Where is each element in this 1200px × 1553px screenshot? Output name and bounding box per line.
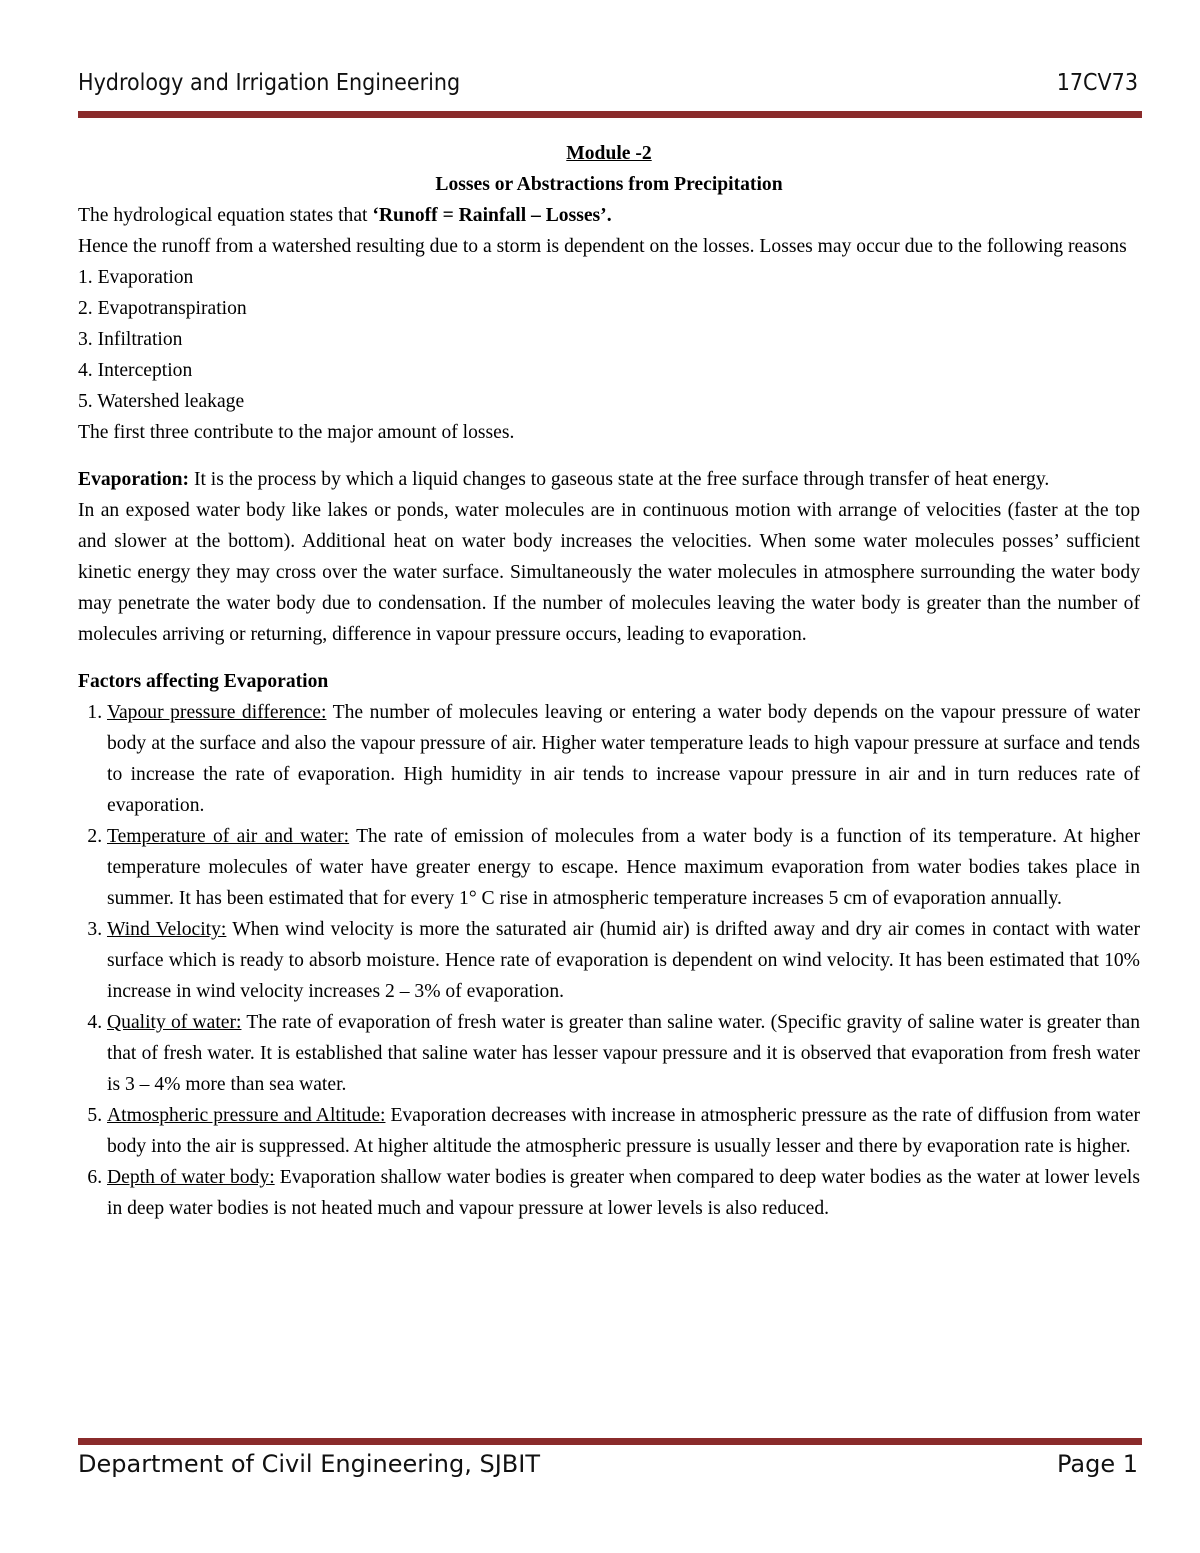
factor-title: Quality of water: (107, 1012, 242, 1033)
header-rule (78, 111, 1142, 118)
reason-item: 3. Infiltration (78, 329, 183, 350)
header-course-code: 17CV73 (1056, 70, 1138, 96)
reason-item: 2. Evapotranspiration (78, 298, 247, 319)
factor-item (107, 821, 1140, 914)
module-title: Module -2 (566, 143, 652, 164)
equation-prefix: The hydrological equation states that (78, 205, 373, 226)
factor-text: Evaporation shallow water bodies is greater when compared to deep water bodies as the water at lower levels in deep water bodies is not heated much and vapour pressure at lower levels is also reduced. (107, 1167, 1140, 1219)
footer-rule (78, 1438, 1142, 1445)
factor-item (107, 914, 1140, 1007)
footer-department: Department of Civil Engineering, SJBIT (78, 1450, 540, 1478)
factor-title: Temperature of air and water: (107, 826, 350, 847)
page-footer (78, 1450, 1138, 1490)
factors-list (78, 697, 1140, 1224)
factor-text: The rate of emission of molecules from a water body is a function of its temperature. At higher temperature molecules of water have greater energy to escape. Hence maximum evaporation from water bodies takes place in summer. It has been estimated that for every 1° C rise in atmospheric temperature increases 5 cm of evaporation annually. (107, 826, 1141, 909)
factor-item (107, 1007, 1140, 1100)
module-subtitle: Losses or Abstractions from Precipitation (435, 174, 783, 195)
reason-item: 5. Watershed leakage (78, 391, 245, 412)
factor-text: Evaporation decreases with increase in atmospheric pressure as the rate of diffusion from water body into the air is suppressed. At higher altitude the atmospheric pressure is usually lesser and there by evaporation rate is higher. (107, 1105, 1140, 1157)
reason-item: 4. Interception (78, 360, 193, 381)
evaporation-paragraph: In an exposed water body like lakes or ponds, water molecules are in continuous motion with arrange of velocities (faster at the top and slower at the bottom). Additional heat on water body increases the velocities. When some water molecules posses’ sufficient kinetic energy they may cross over the water surface. Simultaneously the water molecules in atmosphere surrounding the water body may penetrate the water body due to condensation. If the number of molecules leaving the water body is greater than the number of molecules arriving or returning, difference in vapour pressure occurs, leading to evaporation. (78, 500, 1140, 645)
page-number: Page 1 (1057, 1450, 1138, 1478)
equation-line (78, 200, 1140, 231)
runoff-equation: ‘Runoff = Rainfall – Losses’. (372, 205, 612, 226)
factors-heading: Factors affecting Evaporation (78, 671, 329, 692)
evaporation-term: Evaporation: (78, 469, 190, 490)
page-body (78, 138, 1140, 1224)
factor-text: The number of molecules leaving or entering a water body depends on the vapour pressure of water body at the surface and also the vapour pressure of air. Higher water temperature leads to high vapour pressure at surface and tends to increase the rate of evaporation. High humidity in air tends to increase vapour pressure in air and in turn reduces rate of evaporation. (107, 702, 1140, 816)
factor-item (107, 1100, 1140, 1162)
intro-closing: The first three contribute to the major amount of losses. (78, 422, 515, 443)
intro-paragraph: Hence the runoff from a watershed resulting due to a storm is dependent on the losses. Losses may occur due to the following reasons (78, 236, 1127, 257)
factor-text: The rate of evaporation of fresh water is greater than saline water. (Specific gravity of saline water is greater than that of fresh water. It is established that saline water has lesser vapour pressure and it is observed that evaporation from fresh water is 3 – 4% more than sea water. (107, 1012, 1140, 1095)
evaporation-definition-text: It is the process by which a liquid changes to gaseous state at the free surface through transfer of heat energy. (189, 469, 1050, 490)
factor-item (107, 1162, 1140, 1224)
factor-item (107, 697, 1140, 821)
factor-title: Wind Velocity: (107, 919, 227, 940)
spacer (78, 650, 1140, 666)
factor-title: Atmospheric pressure and Altitude: (107, 1105, 386, 1126)
reason-item: 1. Evaporation (78, 267, 194, 288)
factor-title: Vapour pressure difference: (107, 702, 327, 723)
evaporation-definition (78, 464, 1140, 495)
spacer (78, 448, 1140, 464)
factor-title: Depth of water body: (107, 1167, 275, 1188)
header-title: Hydrology and Irrigation Engineering (78, 70, 461, 96)
factor-text: When wind velocity is more the saturated air (humid air) is drifted away and dry air comes in contact with water surface which is ready to absorb moisture. Hence rate of evaporation is dependent on wind velocity. It has been estimated that 10% increase in wind velocity increases 2 – 3% of evaporation. (107, 919, 1141, 1002)
page-header (78, 70, 1138, 106)
